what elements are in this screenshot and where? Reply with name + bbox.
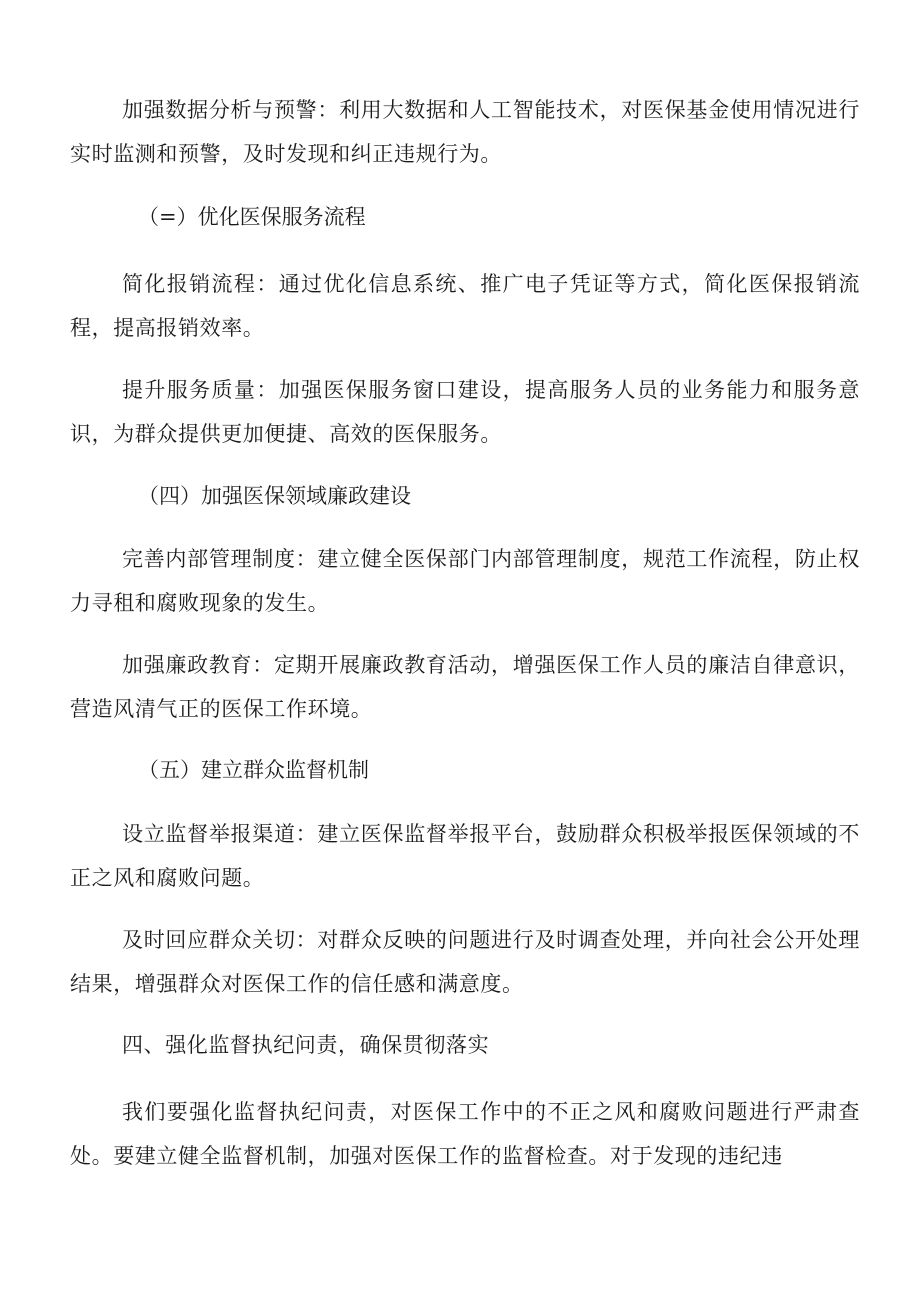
paragraph-internal-management: 完善内部管理制度：建立健全医保部门内部管理制度，规范工作流程，防止权力寻租和腐败现象的发生。 — [70, 547, 860, 615]
heading-number: （四） — [138, 484, 201, 508]
paragraph-data-analysis: 加强数据分析与预警：利用大数据和人工智能技术，对医保基金使用情况进行实时监测和预警，及时发现和纠正违规行为。 — [70, 98, 860, 166]
heading-integrity-building — [70, 474, 860, 518]
heading-text: 加强医保领域廉政建设 — [201, 484, 411, 508]
heading-number: （五） — [138, 758, 201, 782]
paragraph-integrity-education: 加强廉政教育：定期开展廉政教育活动，增强医保工作人员的廉洁自律意识，营造风清气正的医保工作环境。 — [70, 653, 860, 721]
paragraph-service-quality: 提升服务质量：加强医保服务窗口建设，提高服务人员的业务能力和服务意识，为群众提供更加便捷、高效的医保服务。 — [70, 378, 860, 446]
paragraph-reporting-channel: 设立监督举报渠道：建立医保监督举报平台，鼓励群众积极举报医保领域的不正之风和腐败问题。 — [70, 822, 860, 890]
heading-text: 建立群众监督机制 — [201, 758, 369, 782]
heading-number: （=） — [138, 205, 198, 229]
heading-text: 优化医保服务流程 — [197, 205, 366, 229]
paragraph-respond-concerns: 及时回应群众关切：对群众反映的问题进行及时调查处理，并向社会公开处理结果，增强群众对医保工作的信任感和满意度。 — [70, 928, 860, 996]
paragraph-simplify-reimbursement: 简化报销流程：通过优化信息系统、推广电子凭证等方式，简化医保报销流程，提高报销效率。 — [70, 272, 860, 340]
section-heading-accountability: 四、强化监督执纪问责，确保贯彻落实 — [122, 1033, 490, 1057]
heading-public-supervision — [70, 748, 860, 792]
heading-optimize-service — [70, 195, 860, 239]
paragraph-strengthen-supervision: 我们要强化监督执纪问责，对医保工作中的不正之风和腐败问题进行严肃查处。要建立健全监督机制，加强对医保工作的监督检查。对于发现的违纪违 — [70, 1100, 860, 1168]
